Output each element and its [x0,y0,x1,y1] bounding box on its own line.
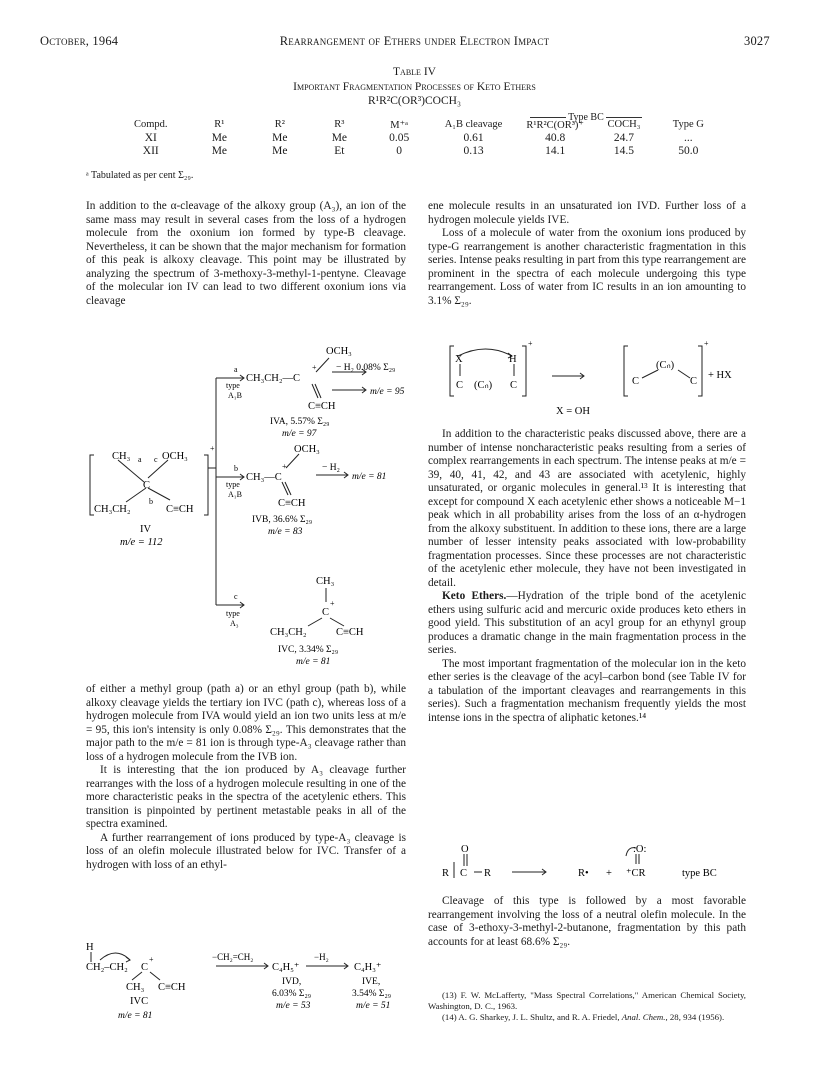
c-left: C [456,380,464,391]
iva-chain: CH₃CH₂—C [246,373,300,384]
iva-och3: OCH₃ [326,346,352,357]
label-b: b [149,497,153,506]
type-a1b-b: type [226,480,240,489]
ivc-plus: + [330,599,335,608]
ref14-volume: , 28, 934 (1956). [665,1012,725,1022]
iv-mass: m/e = 112 [120,537,163,548]
left-column-bottom [86,683,406,872]
cell: 40.8 [545,131,566,144]
path-a-label: a [234,365,238,374]
cell: ... [684,131,693,144]
acylium-o: :O: [633,844,647,855]
iva-cch: C≡CH [308,401,336,412]
cell: Me [211,144,228,157]
ivc-c: C [141,962,149,973]
table-row [112,144,722,157]
cell: 0.13 [463,144,484,157]
ivc-mass: m/e = 81 [296,657,331,667]
ref14-journal: Anal. Chem. [621,1012,666,1022]
ivc-h: H [86,942,94,953]
cell: Me [272,131,288,144]
cell: 0 [396,144,403,157]
path-b-label: b [234,464,238,473]
cell: 14.1 [545,144,566,157]
cell: 0.61 [463,131,484,144]
table-formula: R¹R²C(OR³)COCH₃ [368,95,461,107]
iva-label: IVA, 5.57% Σ₂₉ [270,417,330,427]
iva-plus: + [312,363,317,372]
acylium-cr: ⁺CR [626,868,646,879]
acyl-cleavage-scheme [428,842,746,890]
table-group-header: Type BC [512,112,660,123]
ivd-label: IVD, [282,977,302,987]
paragraph: In addition to the characteristic peaks discussed above, there are a number of intense noncharacteristic peaks resulting from a series of complex rearrangements in each spectrum. The intense peaks at m/e = 39, 40, 41, 42, and 43 are associated with acetylenic, highly unsaturated, or organic molecules in general.¹³ It is interesting that except for compound X each acetylenic ether shows a noticeable M−1 peak which in all probability arises from the loss of an α-hydrogen from the alkoxy substituent. In addition to these ions, there are a large number of lesser intensity peaks associated with low-probability fragmentation processes. Since these processes are not characteristic of the acetylenic ether molecule, they have not been investigated in detail. [428,428,746,589]
ivd-percent: 6.03% Σ₂₉ [272,989,312,999]
ivb-loss: − H₂ [322,463,340,473]
olefin-loss-scheme [86,940,416,1025]
label-c: c [154,455,158,464]
reference-14 [428,1012,746,1023]
ivc-label: IVC, 3.34% Σ₂₉ [278,645,339,655]
running-header-title: Rearrangement of Ethers under Electron Impact [279,34,550,48]
cell: XII [142,144,159,157]
ivc-c: C [322,607,330,618]
ivc-ch3: CH₃ [126,982,145,993]
th-bc2: COCH₃ [607,119,641,130]
paragraph: It is interesting that the ion produced by A₃ cleavage further rearranges with the loss of a hydrogen molecule resulting in one of the more characteristic peaks in the spectra of the acetylenic ethers. This transition is pinpointed by pertinent metastable peaks in all of the spectra examined. [86,764,406,830]
ref14-authors: (14) A. G. Sharkey, J. L. Shultz, and R. A. Friedel, [442,1012,622,1022]
paragraph: Cleavage of this type is followed by a most favorable rearrangement involving the loss of a neutral olefin molecule. In the case of 3-ethoxy-3-methyl-2-butanone, fragmentation by this path accounts for at least 68.6% Σ₂₉. [428,895,746,948]
table-row [112,131,722,144]
cell: Me [211,131,228,144]
c-ring-right: C [690,376,698,387]
type-bc: type BC [682,868,717,879]
type-a1b-a: type [226,381,240,390]
ivc-ch3: CH₃ [316,576,335,587]
th-g: Type G [672,119,704,130]
th-r1: R¹ [214,119,225,130]
th-r3: R³ [334,119,345,130]
iva-mass: m/e = 97 [282,429,317,439]
ivb-mz81: m/e = 81 [352,472,387,482]
table-header-row [112,118,722,131]
c-right: C [510,380,518,391]
paragraph-body: —Hydration of the triple bond of the acetylenic ethers using sulfuric acid and mercuric oxide produces keto ethers in good yield. This substitution of an acyl group for an ethynyl group produces a dramatic change in the main fragmentation process in the series. [428,590,746,656]
plus-sign: + [606,868,612,879]
ivc-ch3ch2: CH₃CH₂ [270,627,307,638]
type-a1b-a2: A₁B [228,391,242,400]
c-ring-left: C [632,376,640,387]
ivb-cch: C≡CH [278,498,306,509]
ivc-label: IVC [130,996,149,1007]
path-c-label: c [234,592,238,601]
reference-13: (13) F. W. McLafferty, "Mass Spectral Correlations," American Chemical Society, Washington, D. C., 1963. [428,990,746,1011]
cn-left: (Cₙ) [474,380,493,391]
page-number: 3027 [744,34,770,48]
paragraph: ene molecule results in an unsaturated ion IVD. Further loss of a hydrogen molecule yields IVE. [428,200,746,226]
left-column-top [86,200,406,308]
iv-ch3: CH₃ [112,451,131,462]
hx: + HX [708,370,732,381]
type-a3: type [226,609,240,618]
right-column-middle [428,428,746,725]
fragmentation-scheme-iv [86,340,416,675]
type-a1b-b2: A₁B [228,490,242,499]
th-a1b: A₁B cleavage [444,119,503,130]
acyl-r-right: R [484,868,492,879]
ivc-mass: m/e = 81 [118,1011,153,1021]
ive-label: IVE, [362,977,381,987]
table-caption: Important Fragmentation Processes of Keto Ethers [293,81,536,93]
th-bc1: R¹R²C(OR³)⁺ [526,119,584,131]
h-atom: H [509,354,517,365]
ivb-label: IVB, 36.6% Σ₂₉ [252,515,313,525]
ivb-chain: CH₃—C [246,472,282,483]
loss-h2: −H₂ [314,952,329,962]
paragraph: In addition to the α-cleavage of the alkoxy group (A₃), an ion of the same mass may result in several cases from the loss of a hydrogen molecule from the oxonium ion formed by type-B cleavage. Nevertheless, it can be shown that the major mechanism for formation of this peak is alkoxy cleavage. This point may be illustrated by analyzing the spectrum of 3-methoxy-3-methyl-1-pentyne. Cleavage of the molecular ion IV can lead to two different oxonium ions via cleavage [86,200,406,307]
ive-mass: m/e = 51 [356,1001,391,1011]
r-radical: R• [578,868,589,879]
references [428,990,746,1023]
c4h5: C₄H₅⁺ [272,962,300,973]
th-m: M⁺ᵃ [390,119,409,131]
cell: Me [331,131,348,144]
label-a: a [138,455,142,464]
iva-mz95: m/e = 95 [370,387,405,397]
ivc-plus: + [149,955,154,964]
iv-cch: C≡CH [166,504,194,515]
right-column-top [428,200,746,308]
acyl-o: O [461,844,469,855]
paragraph: Loss of a molecule of water from the oxonium ions produced by type-G rearrangement is another characteristic fragmentation in this series. Intense peaks resulting in part from this type rearrangement are prominent in the spectra of each molecule undergoing this type rearrangement. Loss of water from IC results in an ion amounting to 3.1% Σ₂₉. [428,227,746,307]
cell: 0.05 [389,131,410,144]
cell: XI [144,131,157,144]
type-a3-2: A₃ [230,619,239,628]
ivc-ch2ch2: CH₂–CH₂ [86,962,128,973]
plus-right: + [704,339,709,348]
cell: 24.7 [613,131,635,144]
iva-loss: − H₂ 0.08% Σ₂₉ [336,363,396,373]
cell: Et [334,144,345,157]
th-compd: Compd. [134,119,168,130]
iv-label: IV [140,524,152,535]
ivb-mass: m/e = 83 [268,527,303,537]
cell: Me [272,144,288,157]
table-label: Table IV [393,66,436,78]
right-column-bottom [428,895,746,949]
table-footnote: ᵃ Tabulated as per cent Σ₂₉. [86,170,194,181]
ive-percent: 3.54% Σ₂₉ [352,989,392,999]
ivb-och3: OCH₃ [294,444,320,455]
iv-och3: OCH₃ [162,451,188,462]
water-loss-scheme [428,338,746,418]
acyl-c: C [460,868,468,879]
iv-plus: + [210,444,215,453]
x-equals-oh: X = OH [556,406,590,417]
ivd-mass: m/e = 53 [276,1001,311,1011]
section-heading: Keto Ethers. [442,590,507,602]
running-header-left: October, 1964 [40,34,119,48]
iv-ch3ch2: CH₃CH₂ [94,504,131,515]
acyl-r-left: R [442,868,450,879]
loss-olefin: −CH₂=CH₂ [212,952,254,962]
ivc-cch: C≡CH [336,627,364,638]
x-atom: X [455,354,463,365]
cell: 50.0 [678,144,699,157]
iv-c: C [143,480,151,491]
paragraph: of either a methyl group (path a) or an ethyl group (path b), while alkoxy cleavage yields the tertiary ion IVC (path c), whereas loss of a hydrogen molecule from IVA would yield an ion two units less at m/e = 95, this ion's intensity is only 0.08% Σ₂₉. This demonstrates that the major path to the m/e = 81 ion is through type-A₃ cleavage rather than loss of a hydrogen molecule from the IVB ion. [86,683,406,763]
paragraph: A further rearrangement of ions produced by type-A₃ cleavage is loss of an olefin molecule illustrated below for IVC. Transfer of a hydrogen with loss of an ethyl- [86,831,406,871]
cn-right: (Cₙ) [656,360,675,371]
ivc-cch: C≡CH [158,982,186,993]
paragraph [428,590,746,658]
plus-left: + [528,339,533,348]
cell: 14.5 [613,144,635,157]
th-r2: R² [274,119,285,130]
c4h3: C₄H₃⁺ [354,962,382,973]
ivb-plus: + [282,462,287,471]
paragraph: The most important fragmentation of the molecular ion in the keto ether series is the cleavage of the acyl–carbon bond (see Table IV for a tabulation of the important cleavages and rearrangements in this series). Such a fragmentation mechanism frequently yields the most intense ions in the spectra of aliphatic ketones.¹⁴ [428,657,746,724]
data-table [112,118,722,157]
